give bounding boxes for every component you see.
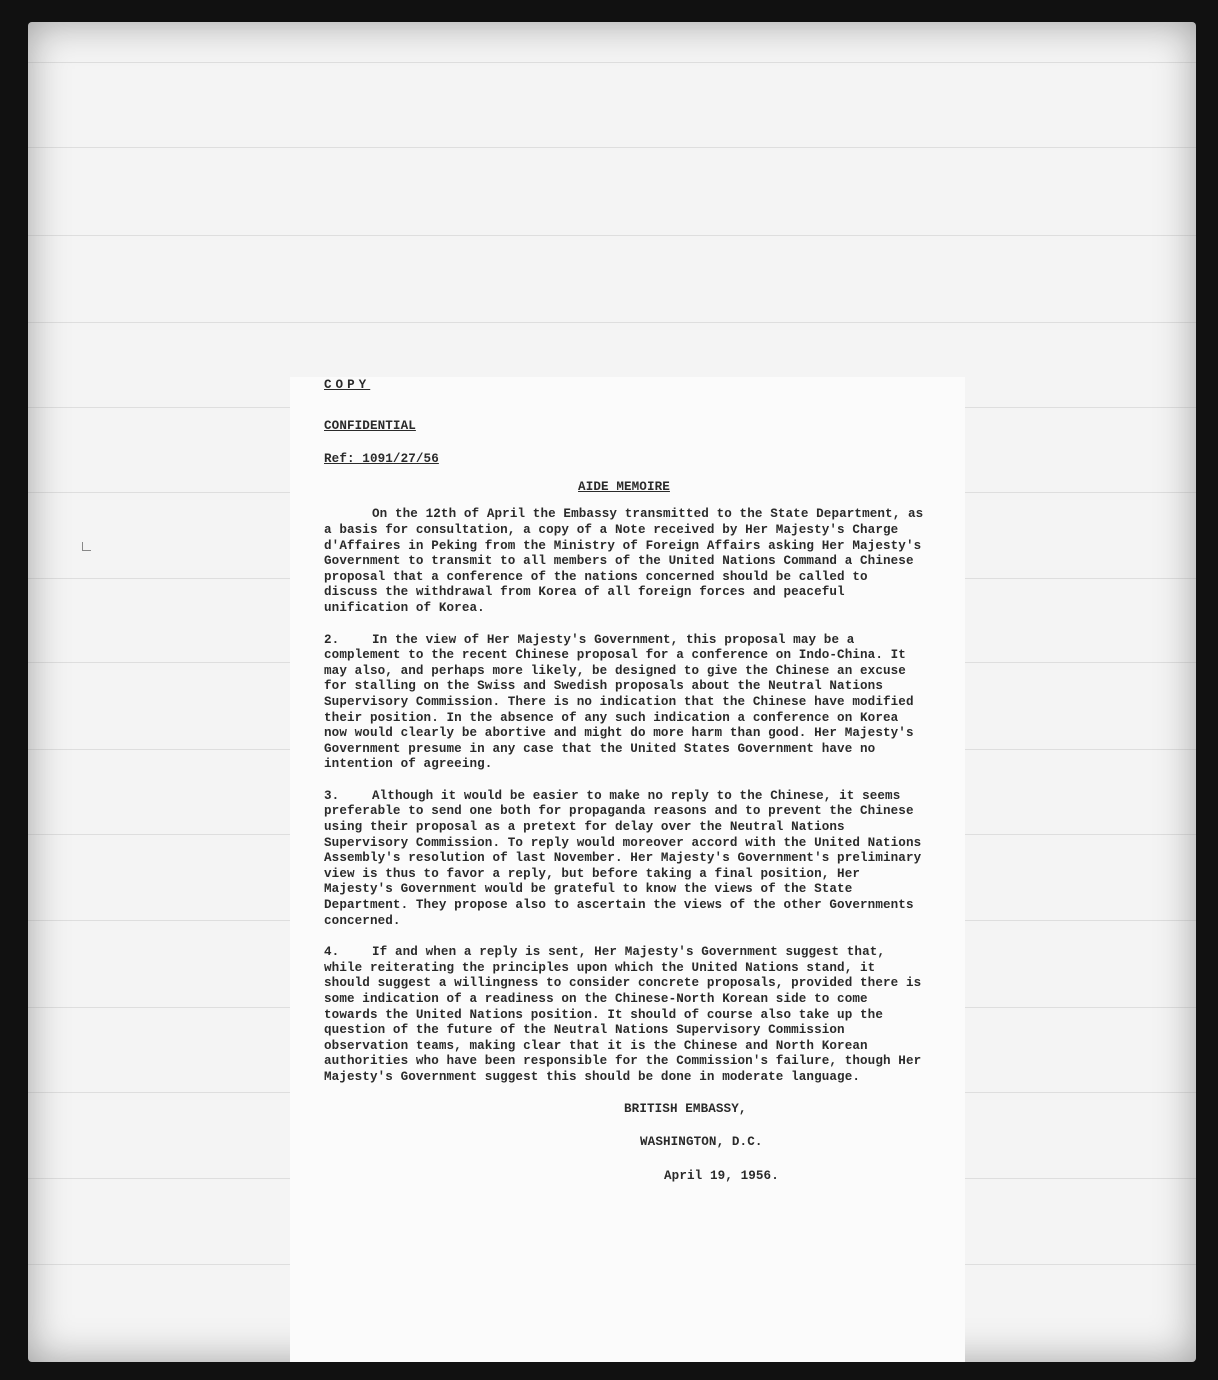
paragraph-2-text: In the view of Her Majesty's Government, this proposal may be a complement to the recent Chinese proposal for a conference on Indo-China. It may also, and perhaps more likely, be designed to give the Chinese an excuse for stalling on the Swiss and Swedish proposals about the Neutral Nations Supervisory Commission. There is no indication that the Chinese have modified their position. In the absence of any such indication a conference on Korea now would clearly be abortive and might do more harm than good. Her Majesty's Government presume in any case that the United States Government have no intention of agreeing.: [324, 632, 914, 772]
paragraph-4: [324, 945, 924, 1085]
paragraph-1-text: On the 12th of April the Embassy transmitted to the State Department, as a basis for consultation, a copy of a Note received by Her Majesty's Charge d'Affaires in Peking from the Ministry of Foreign Affairs asking Her Majesty's Government to transmit to all members of the United Nations Command a Chinese proposal that a conference of the nations concerned should be called to discuss the withdrawal from Korea of all foreign forces and peaceful unification of Korea.: [324, 507, 924, 615]
classification-label: CONFIDENTIAL: [324, 418, 416, 433]
aide-memoire-text: [324, 378, 924, 1202]
document-title: AIDE MEMOIRE: [578, 479, 670, 494]
paragraph-3: [324, 789, 924, 929]
signature-block: [624, 1102, 924, 1185]
signature-embassy: BRITISH EMBASSY,: [624, 1101, 747, 1116]
signature-date: April 19, 1956.: [664, 1168, 779, 1183]
copy-stamp: COPY: [324, 378, 371, 392]
paragraph-3-text: Although it would be easier to make no reply to the Chinese, it seems preferable to send one both for propaganda reasons and to prevent the Chinese using their proposal as a pretext for delay over the Neutral Nations Supervisory Commission. To reply would moreover accord with the United Nations Assembly's resolution of last November. Her Majesty's Government's preliminary view is thus to favor a reply, but before taking a final position, Her Majesty's Government would be grateful to know the views of the State Department. They propose also to ascertain the views of the other Governments concerned.: [324, 788, 922, 928]
paragraph-1: [324, 507, 924, 616]
paragraph-4-number: 4.: [324, 945, 340, 960]
paragraph-2-number: 2.: [324, 632, 340, 647]
paragraph-2: [324, 633, 924, 773]
reference-number: Ref: 1091/27/56: [324, 452, 439, 467]
paragraph-3-number: 3.: [324, 788, 340, 803]
paragraph-4-text: If and when a reply is sent, Her Majesty's Government suggest that, while reiterating the principles upon which the United Nations stand, it should suggest a willingness to consider concrete proposals, provided there is some indication of a readiness on the Chinese-North Korean side to come towards the United Nations position. It should of course also take up the question of the future of the Neutral Nations Supervisory Commission observation teams, making clear that it is the Chinese and North Korean authorities who have been responsible for the Commission's failure, though Her Majesty's Government suggest this should be done in moderate language.: [324, 945, 922, 1084]
margin-mark: [82, 542, 91, 551]
signature-location: WASHINGTON, D.C.: [640, 1135, 763, 1150]
